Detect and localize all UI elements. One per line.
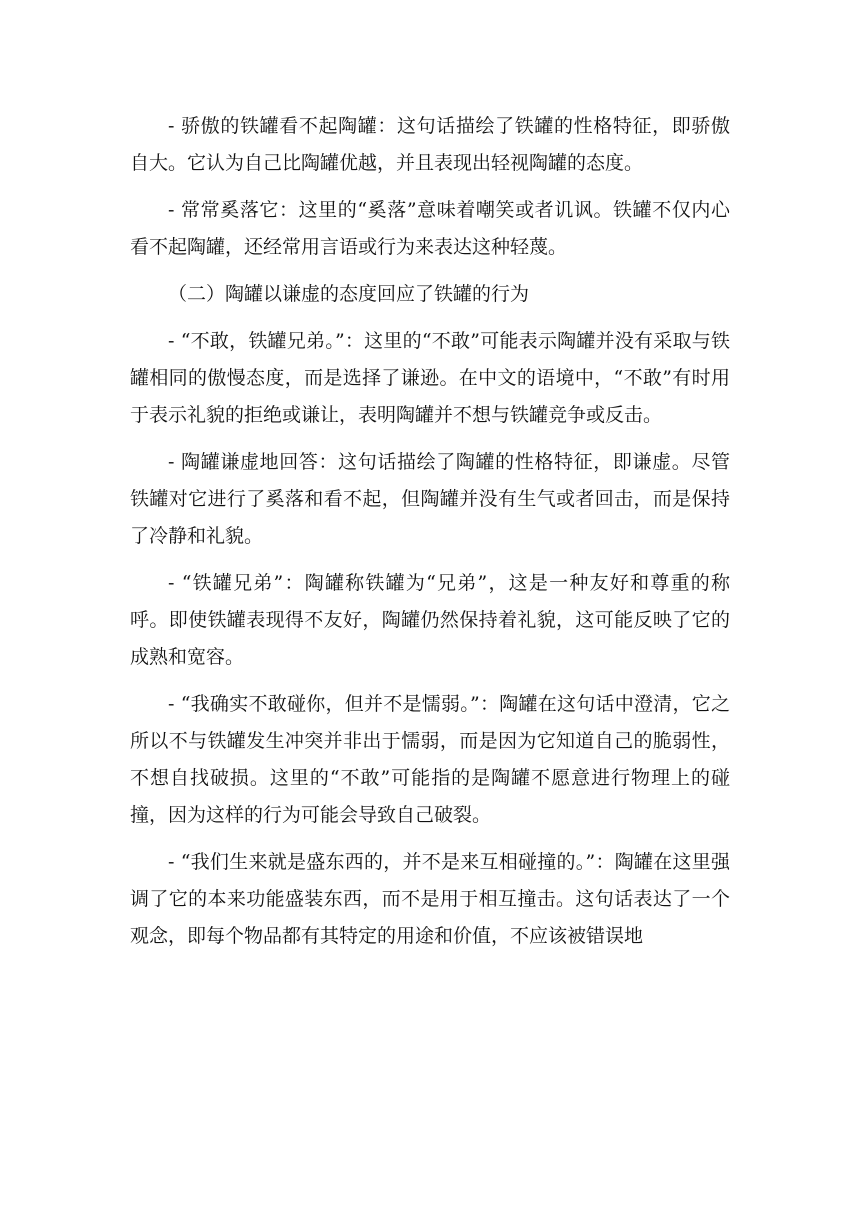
paragraph-not-cowardly: - “我确实不敢碰你，但并不是懦弱。”：陶罐在这句话中澄清，它之所以不与铁罐发生冲突并非出于懦弱，而是因为它知道自己的脆弱性，不想自找破损。这里的“不敢”可能指的是陶罐不愿意进行物理上的碰撞，因为这样的行为可能会导致自己破裂。 <box>130 693 730 826</box>
paragraph-iron-jar-arrogance: - 骄傲的铁罐看不起陶罐：这句话描绘了铁罐的性格特征，即骄傲自大。它认为自己比陶罐优越，并且表现出轻视陶罐的态度。 <box>130 115 730 174</box>
document-page <box>130 108 730 965</box>
paragraph-bu-gan: - “不敢，铁罐兄弟。”：这里的“不敢”可能表示陶罐并没有采取与铁罐相同的傲慢态度，而是选择了谦逊。在中文的语境中，“不敢”有时用于表示礼貌的拒绝或谦让，表明陶罐并不想与铁罐竞争或反击。 <box>130 330 730 426</box>
paragraph-purpose: - “我们生来就是盛东西的，并不是来互相碰撞的。”：陶罐在这里强调了它的本来功能盛装东西，而不是用于相互撞击。这句话表达了一个观念，即每个物品都有其特定的用途和价值，不应该被错误地 <box>130 851 730 947</box>
section-heading: （二）陶罐以谦虚的态度回应了铁罐的行为 <box>168 283 530 305</box>
paragraph-mocking: - 常常奚落它：这里的“奚落”意味着嘲笑或者讥讽。铁罐不仅内心看不起陶罐，还经常用言语或行为来表达这种轻蔑。 <box>130 199 730 258</box>
paragraph-brother: - “铁罐兄弟”：陶罐称铁罐为“兄弟”，这是一种友好和尊重的称呼。即使铁罐表现得不友好，陶罐仍然保持着礼貌，这可能反映了它的成熟和宽容。 <box>130 572 730 668</box>
paragraph-modest-reply: - 陶罐谦虚地回答：这句话描绘了陶罐的性格特征，即谦虚。尽管铁罐对它进行了奚落和看不起，但陶罐并没有生气或者回击，而是保持了冷静和礼貌。 <box>130 451 730 547</box>
